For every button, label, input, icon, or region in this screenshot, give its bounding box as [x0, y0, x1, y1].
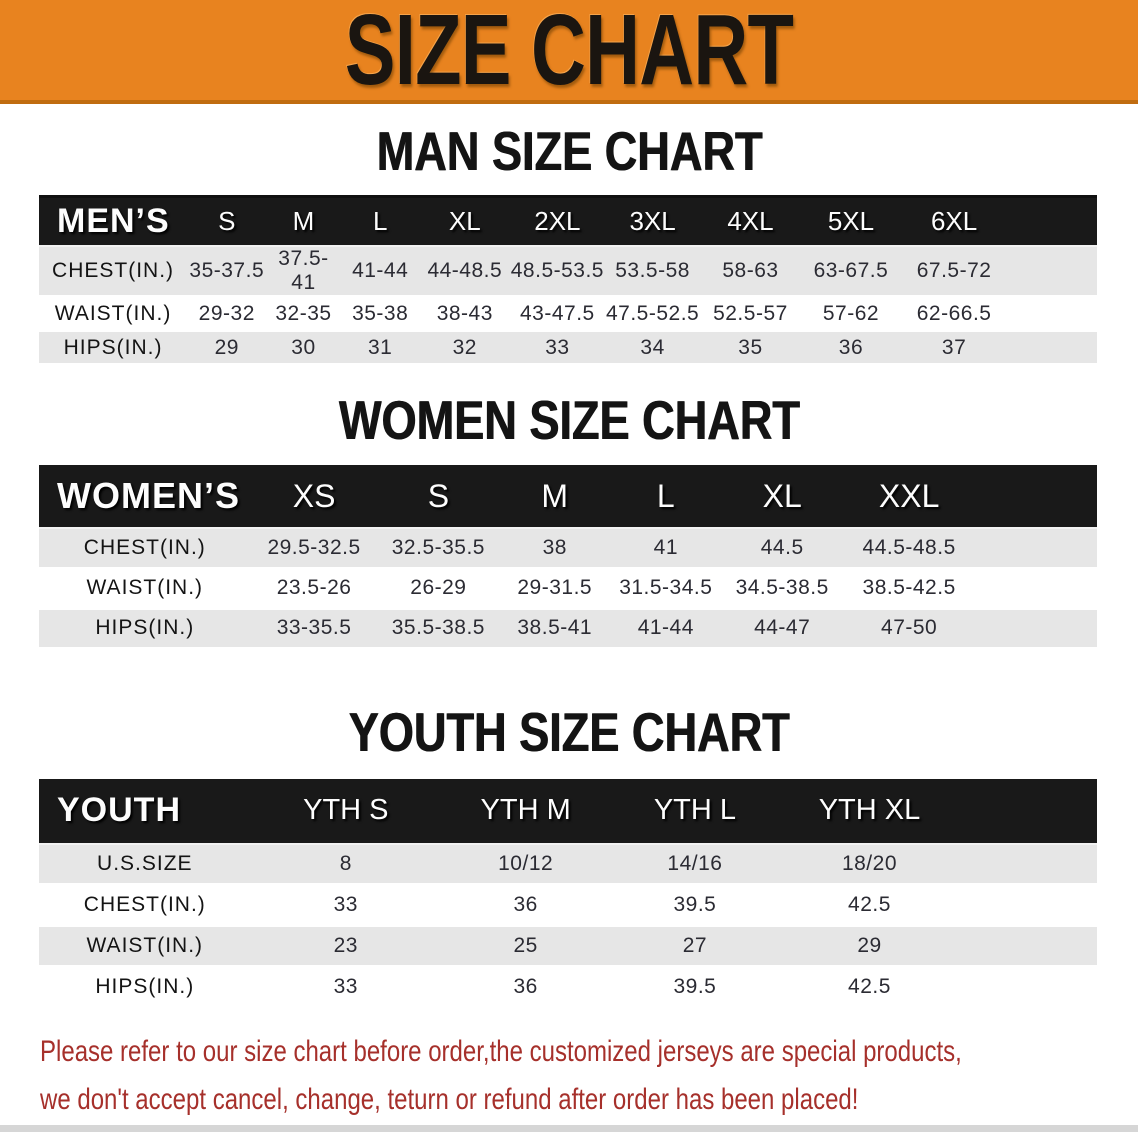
table-row-waist	[39, 926, 1097, 967]
measurement-value: 29-32	[198, 301, 255, 325]
row-label: CHEST(IN.)	[83, 535, 206, 559]
table-row-waist	[39, 297, 1097, 331]
table-row-hips	[39, 608, 1097, 648]
youth-section-heading-text: YOUTH SIZE CHART	[348, 701, 790, 763]
measurement-value: 36	[513, 975, 538, 998]
measurement-value: 42.5	[848, 975, 891, 998]
measurement-value: 38.5-42.5	[862, 576, 956, 599]
women-section-heading-text: WOMEN SIZE CHART	[338, 388, 800, 451]
measurement-value: 44.5	[760, 535, 804, 559]
measurement-value: 57-62	[822, 301, 880, 325]
row-label: CHEST(IN.)	[52, 259, 175, 282]
measurement-value: 31.5-34.5	[619, 576, 713, 599]
size-column-header: 6XL	[930, 206, 978, 236]
measurement-value: 67.5-72	[916, 259, 992, 282]
measurement-value: 30	[291, 335, 316, 359]
measurement-value: 14/16	[667, 851, 723, 875]
measurement-value: 32-35	[275, 301, 332, 325]
size-column-header: XXL	[878, 477, 940, 514]
size-column-header: YTH M	[480, 794, 571, 826]
measurement-value: 43-47.5	[520, 301, 595, 325]
measurement-value: 33-35.5	[276, 616, 352, 639]
row-label: WAIST(IN.)	[54, 301, 172, 325]
spacer-cell	[1007, 297, 1097, 331]
row-label: CHEST(IN.)	[83, 893, 206, 916]
measurement-value: 44-48.5	[427, 259, 503, 282]
measurement-value: 35-37.5	[189, 259, 265, 282]
measurement-value: 38-43	[436, 301, 493, 325]
spacer-cell	[959, 926, 1097, 967]
measurement-value: 62-66.5	[916, 301, 992, 325]
measurement-value: 44-47	[754, 616, 811, 639]
table-row-hips	[39, 967, 1097, 1008]
disclaimer-note	[40, 1028, 1138, 1124]
spacer-cell	[975, 465, 1097, 528]
measurement-value: 31	[367, 335, 393, 359]
row-label: HIPS(IN.)	[63, 335, 163, 359]
measurement-value: 29-31.5	[517, 576, 593, 599]
size-column-header: 4XL	[727, 206, 774, 236]
measurement-value: 38.5-41	[517, 616, 593, 639]
youth-size-table	[39, 779, 1097, 1010]
measurement-value: 25	[513, 934, 538, 957]
size-column-header: YTH L	[653, 794, 737, 826]
measurement-value: 34.5-38.5	[735, 576, 829, 599]
size-column-header: L	[372, 206, 388, 236]
women-group-label: WOMEN’S	[57, 475, 240, 516]
measurement-value: 44.5-48.5	[862, 535, 956, 559]
measurement-value: 23	[333, 934, 358, 957]
measurement-value: 48.5-53.5	[510, 259, 604, 282]
measurement-value: 41	[653, 535, 678, 559]
table-row-hips	[39, 331, 1097, 365]
measurement-value: 37	[941, 335, 967, 359]
measurement-value: 39.5	[673, 975, 717, 998]
man-section-heading-text: MAN SIZE CHART	[376, 119, 762, 182]
measurement-value: 36	[513, 893, 538, 916]
size-column-header: 3XL	[629, 206, 676, 236]
size-column-header: M	[292, 206, 315, 236]
row-label: HIPS(IN.)	[95, 616, 195, 639]
measurement-value: 41-44	[352, 259, 409, 282]
youth-group-label: YOUTH	[57, 791, 181, 829]
youth-section-heading	[0, 701, 1138, 763]
measurement-value: 26-29	[410, 576, 467, 599]
spacer-cell	[959, 967, 1097, 1008]
measurement-value: 63-67.5	[813, 259, 889, 282]
measurement-value: 27	[682, 934, 708, 957]
women-section-heading	[0, 388, 1138, 451]
spacer-cell	[1007, 246, 1097, 297]
size-column-header: L	[656, 477, 675, 514]
size-column-header: XL	[448, 206, 481, 236]
spacer-cell	[959, 844, 1097, 885]
banner	[0, 0, 1138, 104]
measurement-value: 52.5-57	[713, 301, 788, 325]
spacer-cell	[975, 568, 1097, 608]
measurement-value: 32.5-35.5	[391, 535, 485, 559]
size-column-header: 2XL	[534, 206, 581, 236]
size-column-header: 5XL	[827, 206, 875, 236]
measurement-value: 47.5-52.5	[605, 301, 700, 325]
measurement-value: 39.5	[673, 893, 717, 916]
measurement-value: 33	[333, 893, 358, 916]
size-column-header: XS	[292, 477, 336, 514]
youth-header-row	[39, 779, 1097, 844]
measurement-value: 58-63	[722, 259, 779, 282]
measurement-value: 18/20	[841, 851, 898, 875]
women-header-row	[39, 465, 1097, 528]
measurement-value: 41-44	[637, 616, 694, 639]
measurement-value: 8	[339, 851, 352, 875]
men-group-label: MEN’S	[57, 202, 170, 240]
measurement-value: 36	[838, 335, 864, 359]
spacer-cell	[959, 779, 1097, 844]
table-row-chest	[39, 885, 1097, 926]
size-column-header: YTH XL	[818, 794, 921, 826]
size-column-header: XL	[762, 477, 802, 514]
spacer-cell	[1007, 331, 1097, 365]
table-row-waist	[39, 568, 1097, 608]
size-column-header: YTH S	[303, 794, 389, 826]
measurement-value: 29.5-32.5	[267, 535, 361, 559]
measurement-value: 35	[738, 335, 763, 359]
row-label: WAIST(IN.)	[86, 576, 204, 599]
disclaimer-line-1: Please refer to our size chart before order,the customized jerseys are special products,	[40, 1035, 962, 1068]
measurement-value: 47-50	[881, 616, 938, 639]
banner-title: SIZE CHART	[344, 0, 794, 106]
measurement-value: 35.5-38.5	[391, 616, 485, 639]
measurement-value: 10/12	[498, 851, 554, 875]
size-column-header: S	[427, 477, 450, 514]
measurement-value: 33	[333, 975, 358, 998]
table-row-chest	[39, 528, 1097, 568]
men-size-table	[39, 195, 1097, 366]
spacer-cell	[975, 608, 1097, 648]
spacer-cell	[1007, 197, 1097, 247]
spacer-cell	[975, 528, 1097, 568]
row-label: U.S.SIZE	[97, 851, 193, 875]
row-label: WAIST(IN.)	[86, 934, 204, 957]
size-column-header: S	[218, 206, 236, 236]
size-column-header: M	[541, 477, 569, 514]
measurement-value: 35-38	[352, 301, 409, 325]
row-label: HIPS(IN.)	[95, 975, 195, 998]
measurement-value: 33	[545, 335, 570, 359]
measurement-value: 42.5	[848, 893, 891, 916]
table-row-chest	[39, 246, 1097, 297]
measurement-value: 38	[542, 535, 567, 559]
women-size-table	[39, 465, 1097, 650]
measurement-value: 32	[452, 335, 477, 359]
measurement-value: 53.5-58	[615, 259, 690, 282]
measurement-value: 34	[640, 335, 665, 359]
bottom-edge-strip	[0, 1123, 1138, 1132]
man-section-heading	[0, 119, 1138, 182]
measurement-value: 29	[214, 335, 239, 359]
measurement-value: 29	[857, 934, 882, 957]
men-header-row	[39, 197, 1097, 247]
measurement-value: 37.5-41	[278, 247, 329, 294]
spacer-cell	[959, 885, 1097, 926]
measurement-value: 23.5-26	[276, 576, 352, 599]
disclaimer-line-2: we don't accept cancel, change, teturn or refund after order has been placed!	[40, 1083, 859, 1116]
table-row-ussize	[39, 844, 1097, 885]
